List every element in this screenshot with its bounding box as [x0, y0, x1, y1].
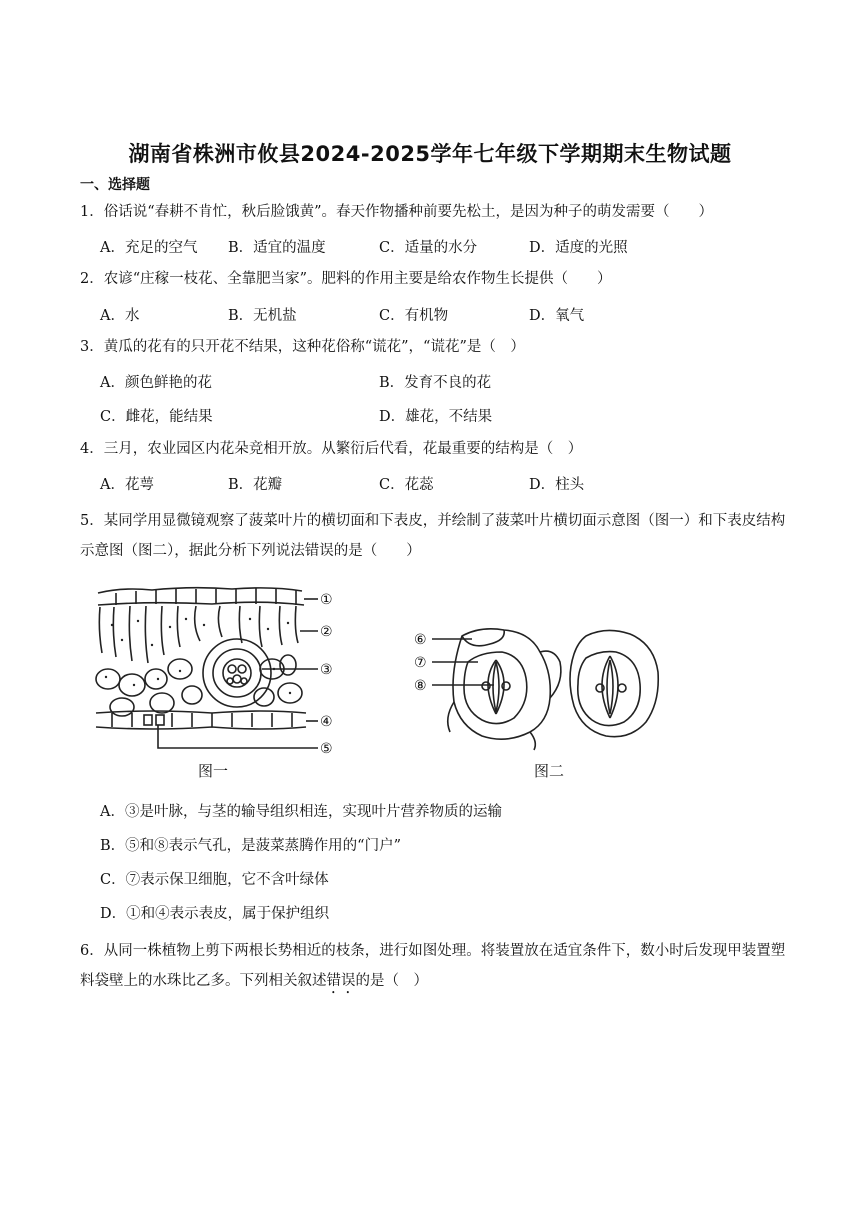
- question-3: 3．黄瓜的花有的只开花不结果，这种花俗称“谎花”，“谎花”是（ ）: [80, 339, 525, 355]
- question-6-stem-a: 从同一株植物上剪下两根长势相近的枝条，进行如图处理。将装置放在适宜条件下，数小时后发现甲装置塑料袋壁上的水珠比乙多。下列相关叙述: [80, 943, 786, 989]
- q1-option-b: B．适宜的温度: [228, 240, 326, 256]
- question-3-stem: 黄瓜的花有的只开花不结果，这种花俗称“谎花”，“谎花”是（ ）: [103, 339, 525, 355]
- fig1-label-5: ⑤: [320, 741, 333, 757]
- q2-option-c: C．有机物: [379, 308, 449, 324]
- question-2: 2．农谚“庄稼一枝花、全靠肥当家”。肥料的作用主要是给农作物生长提供（ ）: [80, 271, 612, 287]
- question-5-stem: 某同学用显微镜观察了菠菜叶片的横切面和下表皮，并绘制了菠菜叶片横切面示意图（图一）和下表皮结构示意图（图二），据此分析下列说法错误的是（ ）: [80, 513, 786, 559]
- question-4: 4．三月，农业园区内花朵竞相开放。从繁衍后代看，花最重要的结构是（ ）: [80, 441, 583, 457]
- fig1-label-3: ③: [320, 662, 333, 678]
- q4-option-a: A．花萼: [100, 477, 154, 493]
- q3-option-c: C．雌花，能结果: [100, 409, 213, 425]
- q3-option-b: B．发育不良的花: [379, 375, 492, 391]
- question-6-stem-b: 的是（ ）: [355, 973, 428, 989]
- fig1-label-4: ④: [320, 714, 333, 730]
- question-2-stem: 农谚“庄稼一枝花、全靠肥当家”。肥料的作用主要是给农作物生长提供（ ）: [103, 271, 612, 287]
- q5-option-c: C．⑦表示保卫细胞，它不含叶绿体: [100, 872, 329, 888]
- question-6: 6．从同一株植物上剪下两根长势相近的枝条，进行如图处理。将装置放在适宜条件下，数小时后发现甲装置塑料袋壁上的水珠比乙多。下列相关叙述错误的是（ ）: [80, 943, 786, 989]
- q2-option-b: B．无机盐: [228, 308, 297, 324]
- question-1-stem: 俗话说“春耕不肯忙，秋后脸饿黄”。春天作物播种前要先松土，是因为种子的萌发需要（ ）: [103, 204, 714, 220]
- question-6-emphasis: 错误: [326, 973, 356, 989]
- question-4-stem: 三月，农业园区内花朵竞相开放。从繁衍后代看，花最重要的结构是（ ）: [103, 441, 583, 457]
- q5-option-a: A．③是叶脉，与茎的输导组织相连，实现叶片营养物质的运输: [100, 804, 502, 820]
- q1-option-a: A．充足的空气: [100, 240, 198, 256]
- q2-option-a: A．水: [100, 308, 140, 324]
- fig1-label-1: ①: [320, 592, 333, 608]
- section-heading: 一、选择题: [80, 177, 150, 193]
- question-1: 1．俗话说“春耕不肯忙，秋后脸饿黄”。春天作物播种前要先松土，是因为种子的萌发需要（ ）: [80, 204, 714, 220]
- q5-option-d: D．①和④表示表皮，属于保护组织: [100, 906, 330, 922]
- figure-1-caption: 图一: [198, 762, 229, 780]
- q2-option-d: D．氧气: [529, 308, 585, 324]
- q4-option-d: D．柱头: [529, 477, 585, 493]
- page-title: 湖南省株洲市攸县2024-2025学年七年级下学期期末生物试题: [128, 142, 732, 166]
- fig1-label-2: ②: [320, 624, 333, 640]
- q4-option-b: B．花瓣: [228, 477, 283, 493]
- q4-option-c: C．花蕊: [379, 477, 434, 493]
- figure-1-leaf-cross-section: [92, 585, 372, 760]
- q1-option-c: C．适量的水分: [379, 240, 478, 256]
- figure-2-caption: 图二: [534, 762, 565, 780]
- q3-option-a: A．颜色鲜艳的花: [100, 375, 212, 391]
- figure-2-stomata: [410, 622, 670, 752]
- q3-option-d: D．雄花，不结果: [379, 409, 493, 425]
- fig2-label-6: ⑥: [414, 632, 427, 648]
- q5-option-b: B．⑤和⑧表示气孔，是菠菜蒸腾作用的“门户”: [100, 838, 401, 854]
- fig2-label-7: ⑦: [414, 655, 427, 671]
- question-5: 5．某同学用显微镜观察了菠菜叶片的横切面和下表皮，并绘制了菠菜叶片横切面示意图（图一）和下表皮结构示意图（图二），据此分析下列说法错误的是（ ）: [80, 513, 786, 559]
- fig2-label-8: ⑧: [414, 678, 427, 694]
- q1-option-d: D．适度的光照: [529, 240, 628, 256]
